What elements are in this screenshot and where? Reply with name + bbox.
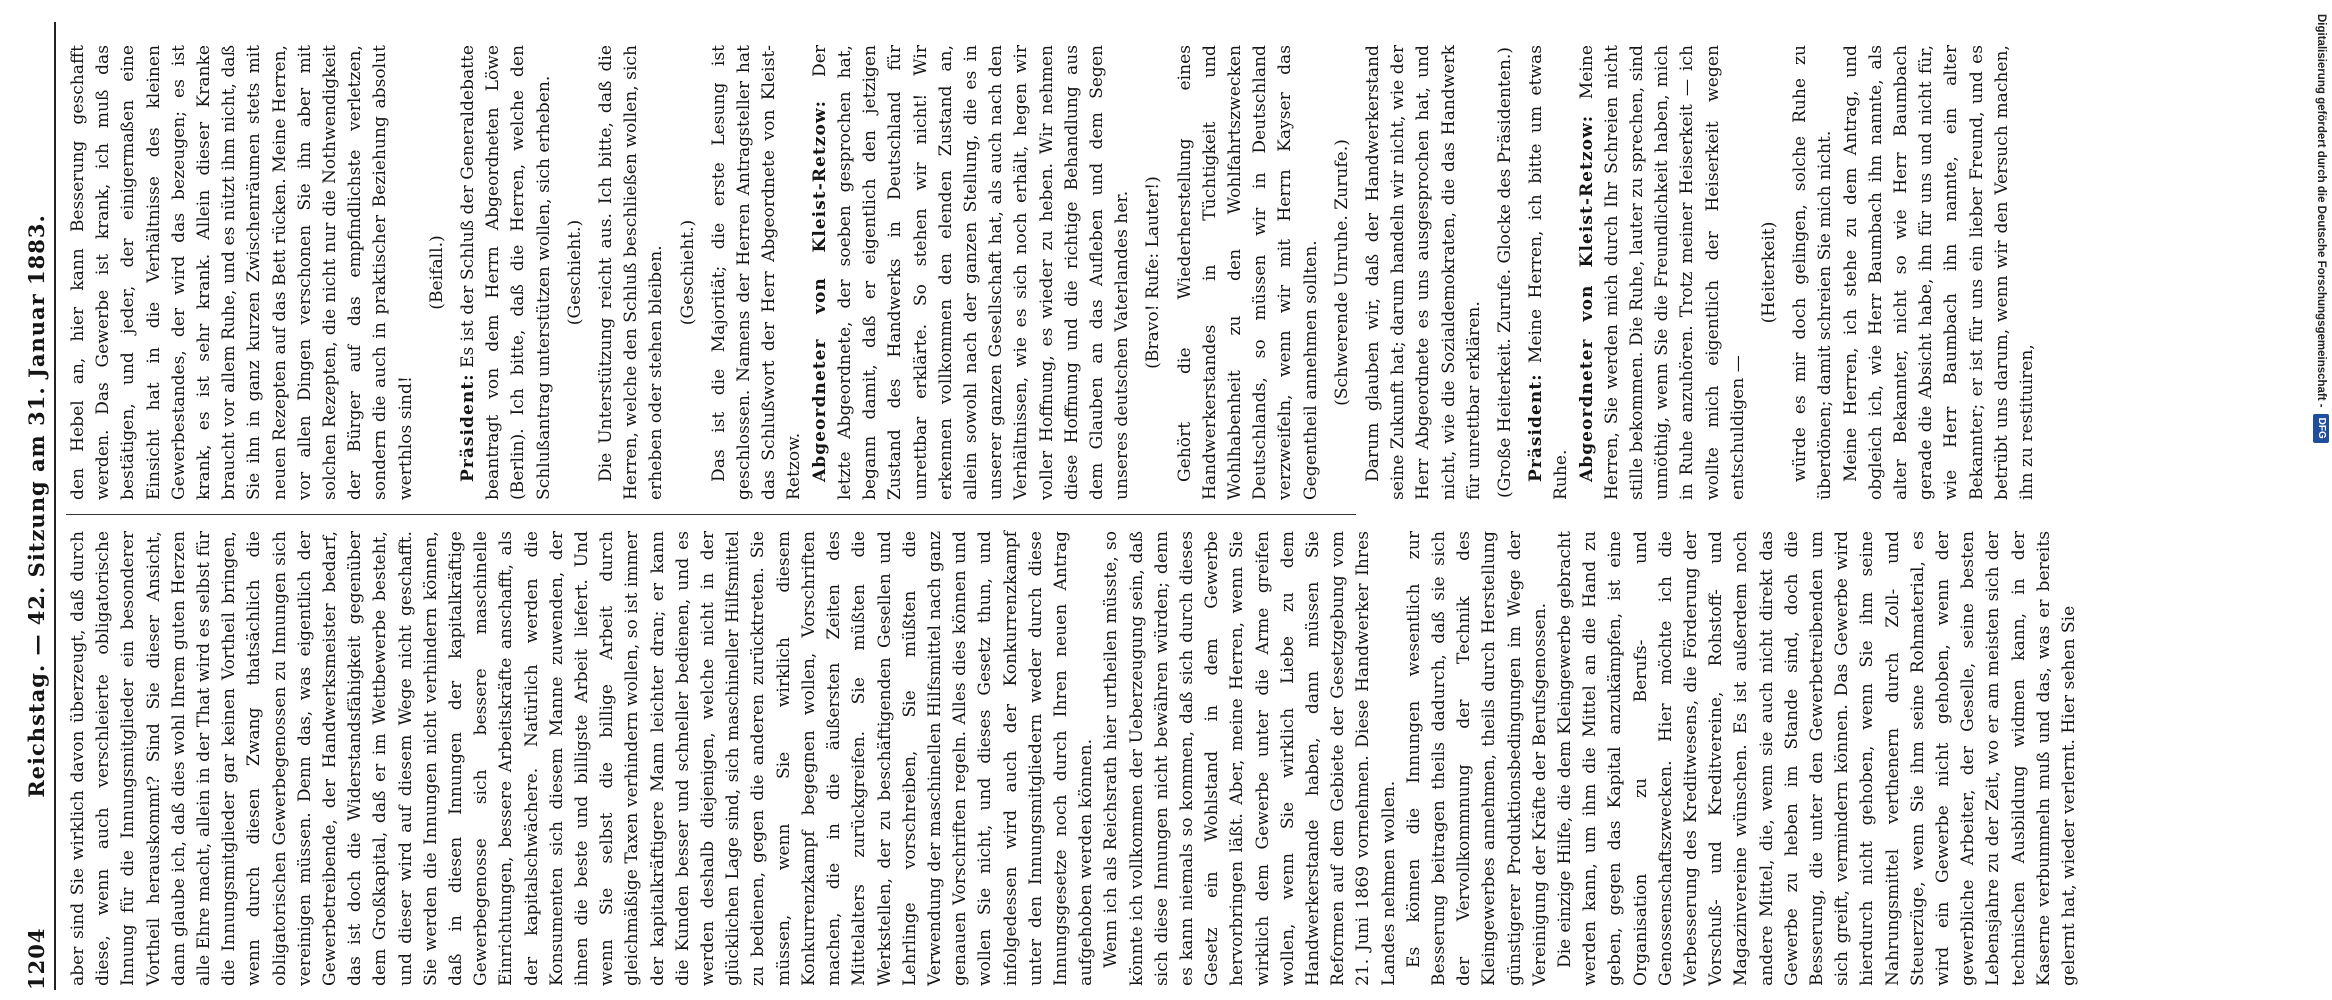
speaker-name: Präsident: bbox=[1526, 373, 1547, 482]
left-text-column bbox=[66, 531, 2080, 986]
dfg-logo: DFG bbox=[2313, 414, 2329, 443]
stage-direction: (Schwerende Unruhe. Zurufe.) bbox=[1331, 139, 1352, 406]
page-number: 1204 bbox=[24, 927, 49, 990]
paragraph: den Hebel an, hier kann Besserung geschafft werden. Das Gewerbe ist krank, ich muß das bestätigen, und jeder, der einigermaßen eine Einsicht hat in die Verhältnisse des kleinen Gewerbestandes, der wird das bezeugen; es ist krank, es ist sehr krank. Allein dieser Kranke braucht vor allem Ruhe, und es nützt ihm nicht, daß Sie ihn in ganz kurzen Zwischenräumen stets mit neuen Rezepten auf das Bett rücken. Meine Herren, vor allen Dingen verschonen Sie ihn aber mit solchen Rezepten, die nicht nur die Nothwendigkeit der Bürger auf das empfindlichste verletzen, sondern die auch in praktischer Beziehung absolut werthlos sind! bbox=[68, 45, 416, 500]
stage-direction: (Heiterkeit) bbox=[1759, 221, 1779, 324]
stage-direction: (Bravo! Rufe: Lauter!) bbox=[1143, 176, 1164, 369]
paragraph: Es können die Innungen wesentlich zur Besserung beitragen theils dadurch, daß sie sich der Vervollkommnung der Technik des Kleingewerbes annehmen, theils durch Herstellung günstigerer Produktionsbedingungen im Wege der Vereinigung der Kräfte der Berufsgenossen. bbox=[1403, 531, 1550, 986]
stage-direction: (Geschieht.) bbox=[564, 219, 585, 326]
column-divider bbox=[66, 514, 1356, 515]
speech-text: Meine Herren, Sie werden mich durch Ihr Schreien nicht stille bekommen. Die Ruhe, lauter zu sprechen, sind unnöthig, wenn Sie die Freundlichkeit haben, mich in Ruhe anzuhören. Trotz meiner Heiserkeit — ich wollte mich eigentlich der Heiserkeit wegen entschuldigen — bbox=[1576, 45, 1748, 500]
session-title: Reichstag. — 42. Sitzung am 31. Januar 1883. bbox=[24, 214, 49, 798]
paragraph: würde es mir doch gelingen, solche Ruhe zu überdönen; damit schreien Sie mich nicht. bbox=[1790, 45, 1836, 500]
paragraph: Wenn ich als Reichsrath hier urtheilen müsste, so könnte ich vollkommen der Ueberzeugung sein, daß sich diese Innungen nicht bewähren würden; denn es kann niemals so kommen, daß sich durch dieses Gesetz ein Wohlstand in dem Gewerbe hervorbringen läßt. Aber, meine Herren, wenn Sie wirklich dem Gewerbe unter die Arme greifen wollen, wenn Sie wirklich Liebe zu dem Handwerkerstande haben, dann müssen Sie Reformen auf dem Gebiete der Gesetzgebung vom 21. Juni 1869 vornehmen. Diese Handwerker Ihres Landes nehmen wollen. bbox=[1101, 531, 1399, 986]
speech-paragraph bbox=[456, 45, 557, 500]
speaker-name: Abgeordneter von Kleist-Retzow: bbox=[1576, 114, 1597, 482]
speaker-name: Präsident: bbox=[458, 373, 479, 482]
speech-text: Meine Herren, ich bitte um etwas Ruhe. bbox=[1526, 45, 1572, 500]
stage-direction: (Beifall.) bbox=[426, 235, 447, 310]
speech-paragraph bbox=[1575, 45, 1751, 500]
paragraph: Gehört die Wiederherstellung eines Handwerkerstandes in Tüchtigkeit und Wohlhabenheit zu den Wohlfahrtszwecken Deutschlands, so müssen wir in Deutschland verzweifeln, wenn wir mit Herrn Kayser das Gegentheil annehmen sollten. bbox=[1174, 45, 1321, 500]
credit-text: Digitalisierung gefördert durch die Deutsche Forschungsgemeinschaft - bbox=[2315, 14, 2327, 408]
speaker-name: Abgeordneter von Kleist-Retzow: bbox=[809, 100, 830, 482]
paragraph: Die Unterstützung reicht aus. Ich bitte, daß die Herren, welche den Schluß beschließen wollen, sich erheben oder stehen bleiben. bbox=[596, 45, 667, 500]
right-text-column bbox=[66, 45, 2038, 500]
running-header bbox=[20, 22, 56, 990]
paragraph: Das ist die Majorität; die erste Lesung ist geschlossen. Namens der Herren Antragsteller hat das Schlußwort der Herr Abgeordnete von Kleist-Retzow. bbox=[708, 45, 805, 500]
paragraph: aber sind Sie wirklich davon überzeugt, daß durch diese, wenn auch verschleierte obligatorische Innung für die Innungsmitglieder ein besonderer Vortheil herauskommt? Sind Sie dieser Ansicht, dann glaube ich, daß dies wohl Ihrem guten Herzen alle Ehre macht, allein in der That wird es selbst für die Innungsmitglieder gar keinen Vortheil bringen, wenn durch diesen Zwang thatsächlich die obligatorischen Gewerbegenossen zu Innungen sich vereinigen müssen. Denn das, was eigentlich der Gewerbetreibende, der Handwerksmeister bedarf, das ist doch die Widerstandsfähigkeit gegenüber dem Großkapital, daß er im Wettbewerbe besteht, und dieser wird auf diesem Wege nicht geschafft. Sie werden die Innungen nicht verhindern können, daß in diesen Innungen der kapitalkräftige Gewerbegenosse sich bessere maschinelle Einrichtungen, bessere Arbeitskräfte anschafft, als der kapitalschwächere. Natürlich werden die Konsumenten sich diesem Manne zuwenden, der ihnen die beste und billigste Arbeit liefert. Und wenn Sie selbst die billige Arbeit durch gleichmäßige Taxen verhindern wollen, so ist immer der kapitalkräftigere Mann leichter dran; er kann die Kunden besser und schneller bedienen, und es werden deshalb diejenigen, welche nicht in der glücklichen Lage sind, sich maschineller Hilfsmittel zu bedienen, gegen die anderen zurücktreten. Sie müssen, wenn Sie wirklich diesem Konkurrenzkampf begegnen wollen, Vorschriften machen, die in die äußersten Zeiten des Mittelalters zurückgreifen. Sie müßten die Werkstellen, der zu beschäftigenden Gesellen und Lehrlinge vorschreiben, Sie müßten die Verwendung der maschinellen Hilfsmittel nach ganz genauen Vorschriften regeln. Alles dies können und wollen Sie nicht, und dieses Gesetz thun, und infolgedessen wird auch der Konkurrenzkampf unter den Innungsmitgliedern weder durch diese Innungsgesetze noch durch Ihren neuen Antrag aufgehoben werden können. bbox=[68, 531, 1097, 986]
speech-text: Es ist der Schluß der Generaldebatte beantragt von dem Herrn Abgeordneten Löwe (Berlin). Ich bitte, daß die Herren, welche den Schlußantrag unterstützen wollen, sich erheben. bbox=[458, 45, 554, 500]
speech-text: Der letzte Abgeordnete, der soeben gesprochen hat, begann damit, daß er eigentlich den jetzigen Zustand des Handwerks in Deutschland für unrettbar erklärte. So stehen wir nicht! Wir erkennen vollkommen den elenden Zustand an, allein sowohl nach der ganzen Stellung, die es in unserer ganzen Gesellschaft hat, als auch nach den Verhältnissen, wie es sich noch erhält, hegen wir voller Hoffnung, es wieder zu heben. Wir nehmen diese Hoffnung und die richtige Behandlung aus dem Glauben an das Aufleben und dem Segen unseres deutschen Vaterlandes her. bbox=[809, 45, 1133, 500]
paragraph: Die einzige Hilfe, die dem Kleingewerbe gebracht werden kann, um ihm die Mittel an die Hand zu geben, gegen das Kapital anzukämpfen, ist eine Organisation zu Berufs- und Genossenschaftszwecken. Hier möchte ich die Verbesserung des Kreditwesens, die Förderung der Vorschuß- und Kreditvereine, Rohstoff- und Magazinvereine wünschen. Es ist außerdem noch andere Mittel, die, wenn sie auch nicht direkt das Gewerbe zu heben im Stande sind, doch die Besserung, die unter den Gewerbetreibenden um sich greift, vermindern können. Das Gewerbe wird hierdurch nicht gehoben, wenn Sie ihm seine Nahrungsmittel verthenern durch Zoll- und Steuerzüge, wenn Sie ihm seine Rohmaterial, es wird ein Gewerbe nicht gehoben, wenn der gewerbliche Arbeiter, der Geselle, seine besten Lebensjahre zu der Zeit, wo er am meisten sich der technischen Ausbildung widmen kann, in der Kaserne verbummeln muß und das, was er bereits gelernt hat, wieder verlernt. Hier sehen Sie bbox=[1554, 531, 2080, 986]
stage-direction: (Große Heiterkeit. Zurufe. Glocke des Präsidenten.) bbox=[1494, 47, 1515, 498]
stage-direction: (Geschieht.) bbox=[677, 219, 698, 326]
paragraph: Darum glauben wir, daß der Handwerkerstand seine Zukunft hat; darum handeln wir nicht, wie der Herr Abgeordnete es uns ausgesprochen hat, und nicht, wie die Sozialdemokraten, die das Handwerk für unrettbar erklären. bbox=[1362, 45, 1484, 500]
paragraph: Meine Herren, ich stehe zu dem Antrag, und obgleich ich, wie Herr Baumbach ihn nannte, als alter Bekannter, nicht so wie Herr Baumbach gerade die Absicht habe, ihn für uns und nicht für, wie Herr Baumbach ihn nannte, ein alter Bekannter; er ist für uns ein lieber Freund, und es betrübt uns darum, wenn wir den Versuch machen, ihn zu restituiren, bbox=[1840, 45, 2038, 500]
speech-paragraph bbox=[1524, 45, 1574, 500]
digitization-credit bbox=[2310, 0, 2332, 1000]
speech-paragraph bbox=[808, 45, 1136, 500]
